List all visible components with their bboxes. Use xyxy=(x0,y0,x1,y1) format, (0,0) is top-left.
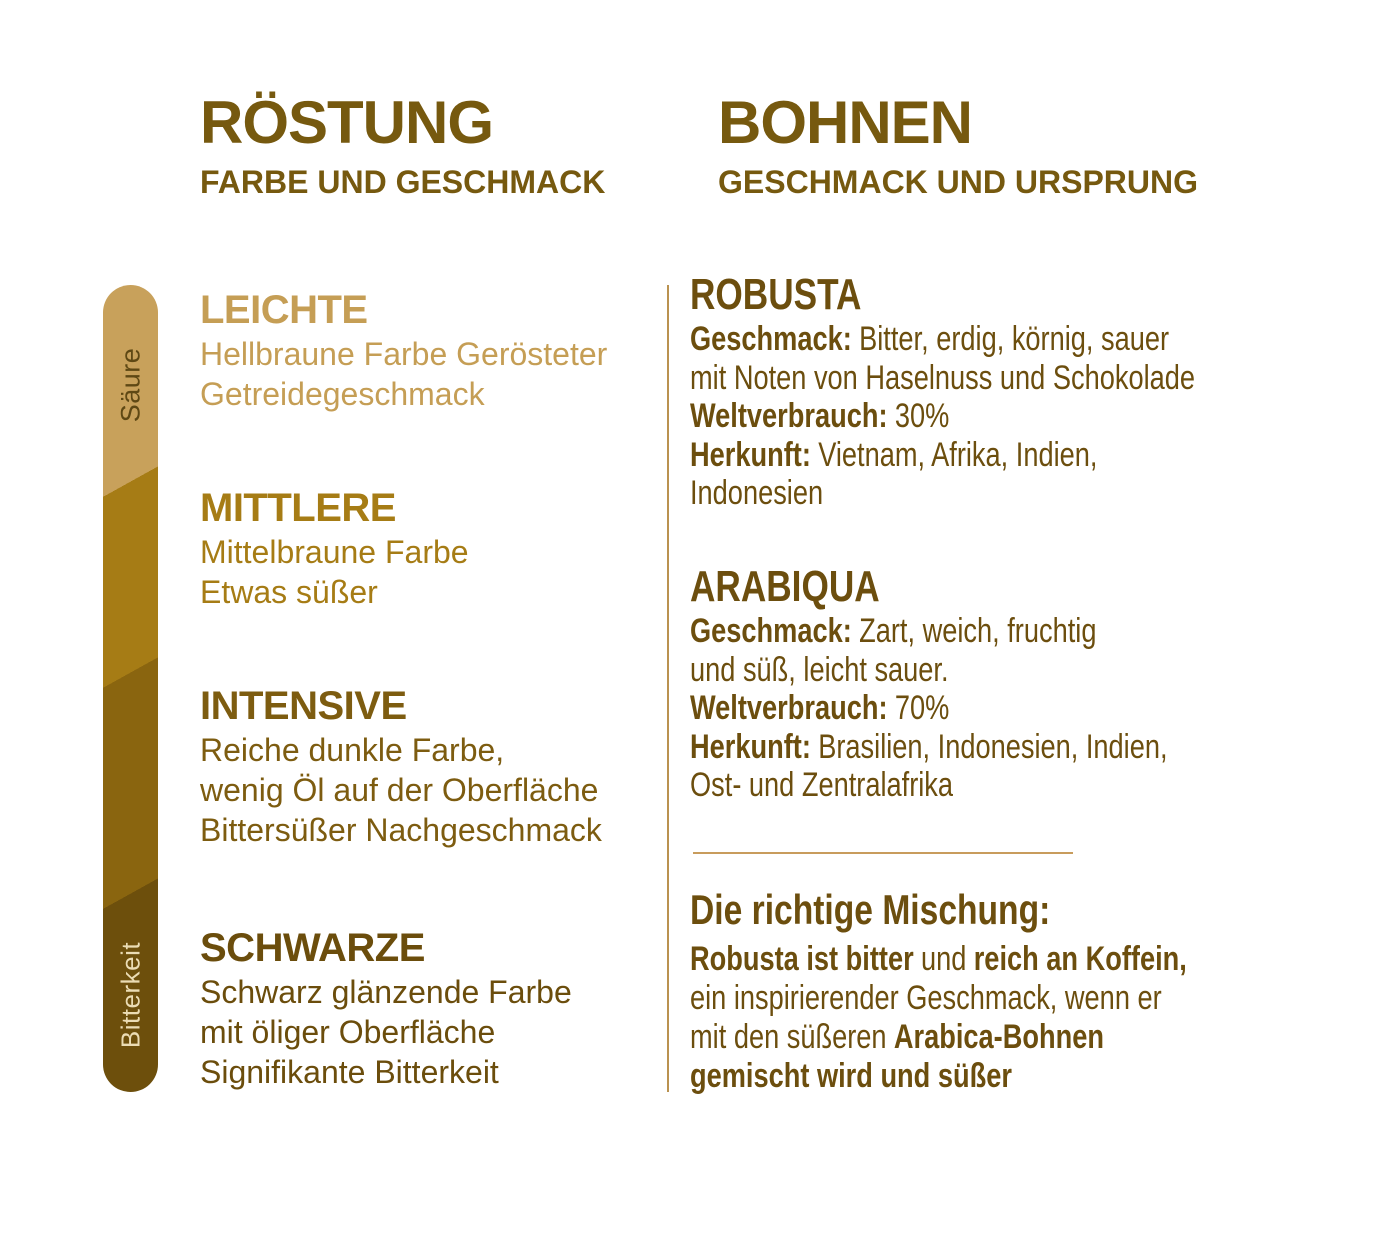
consumption-value: 30% xyxy=(894,397,950,435)
blend-bold-text: reich an Koffein, xyxy=(973,940,1187,978)
roast-level-schwarze xyxy=(200,926,572,1092)
roast-level-title: MITTLERE xyxy=(200,486,396,530)
roast-level-line: Signifikante Bitterkeit xyxy=(200,1054,499,1090)
bean-origin-line: Ost- und Zentralafrika xyxy=(690,766,954,804)
bean-robusta xyxy=(690,270,1330,513)
consumption-label: Weltverbrauch: xyxy=(690,397,888,435)
taste-value: Zart, weich, fruchtig xyxy=(859,612,1097,650)
bean-arabiqua xyxy=(690,562,1330,805)
blend-regular-text: und xyxy=(921,940,967,978)
roast-level-line: Bittersüßer Nachgeschmack xyxy=(200,812,602,848)
bean-taste-line: mit Noten von Haselnuss und Schokolade xyxy=(690,358,1196,397)
roast-level-line: Getreidegeschmack xyxy=(200,376,485,412)
roast-level-line: Mittelbraune Farbe xyxy=(200,534,469,570)
taste-label: Geschmack: xyxy=(690,612,852,650)
blend-line: ein inspirierender Geschmack, wenn er xyxy=(690,979,1162,1017)
blend-bold-text: Robusta ist bitter xyxy=(690,940,914,978)
roast-level-intensive xyxy=(200,684,602,850)
bean-name: ARABIQUA xyxy=(690,562,880,611)
bean-taste-line xyxy=(690,612,1330,651)
roasting-header xyxy=(200,89,606,200)
blend-line xyxy=(690,1018,1330,1057)
bean-taste-line: und süß, leicht sauer. xyxy=(690,650,949,689)
consumption-label: Weltverbrauch: xyxy=(690,689,888,727)
bitterness-label: Bitterkeit xyxy=(115,941,145,1049)
bean-name: ROBUSTA xyxy=(690,270,862,319)
blend-line: gemischt wird und süßer xyxy=(690,1057,1012,1095)
blend-section xyxy=(690,886,1330,1096)
beans-title: BOHNEN xyxy=(718,89,973,156)
bean-consumption-line xyxy=(690,689,1330,728)
roast-level-line: Etwas süßer xyxy=(200,574,378,610)
roast-level-title: SCHWARZE xyxy=(200,926,425,970)
roast-scale-bar xyxy=(103,285,158,1092)
origin-value: Brasilien, Indonesien, Indien, xyxy=(818,727,1168,766)
beans-subtitle: GESCHMACK UND URSPRUNG xyxy=(718,164,1199,200)
bean-origin-line xyxy=(690,436,1330,475)
bean-origin-line: Indonesien xyxy=(690,474,824,512)
roast-level-leichte xyxy=(200,288,607,414)
bean-taste-line xyxy=(690,320,1330,359)
roast-level-line: wenig Öl auf der Oberfläche xyxy=(200,772,599,808)
blend-title: Die richtige Mischung: xyxy=(690,886,1051,933)
roast-level-line: Reiche dunkle Farbe, xyxy=(200,732,505,768)
bean-origin-line xyxy=(690,728,1330,767)
roasting-subtitle: FARBE UND GESCHMACK xyxy=(200,164,606,200)
acidity-label: Säure xyxy=(115,347,145,423)
beans-header xyxy=(718,89,1199,200)
roasting-title: RÖSTUNG xyxy=(200,89,493,156)
blend-regular-text: mit den süßeren xyxy=(690,1018,887,1056)
roast-level-title: INTENSIVE xyxy=(200,684,407,728)
taste-label: Geschmack: xyxy=(690,320,852,358)
origin-value: Vietnam, Afrika, Indien, xyxy=(818,435,1098,474)
consumption-value: 70% xyxy=(894,689,950,727)
section-rule xyxy=(693,852,1073,854)
roast-level-mittlere xyxy=(200,486,469,612)
taste-value: Bitter, erdig, körnig, sauer xyxy=(859,320,1170,358)
roast-level-line: Schwarz glänzende Farbe xyxy=(200,974,572,1010)
roast-level-line: Hellbraune Farbe Gerösteter xyxy=(200,336,608,372)
column-divider xyxy=(667,285,669,1092)
roast-level-title: LEICHTE xyxy=(200,288,368,332)
blend-line xyxy=(690,940,1330,979)
origin-label: Herkunft: xyxy=(690,435,811,474)
bean-consumption-line xyxy=(690,397,1330,436)
origin-label: Herkunft: xyxy=(690,727,811,766)
blend-bold-text: Arabica-Bohnen xyxy=(893,1018,1104,1056)
roast-level-line: mit öliger Oberfläche xyxy=(200,1014,496,1050)
